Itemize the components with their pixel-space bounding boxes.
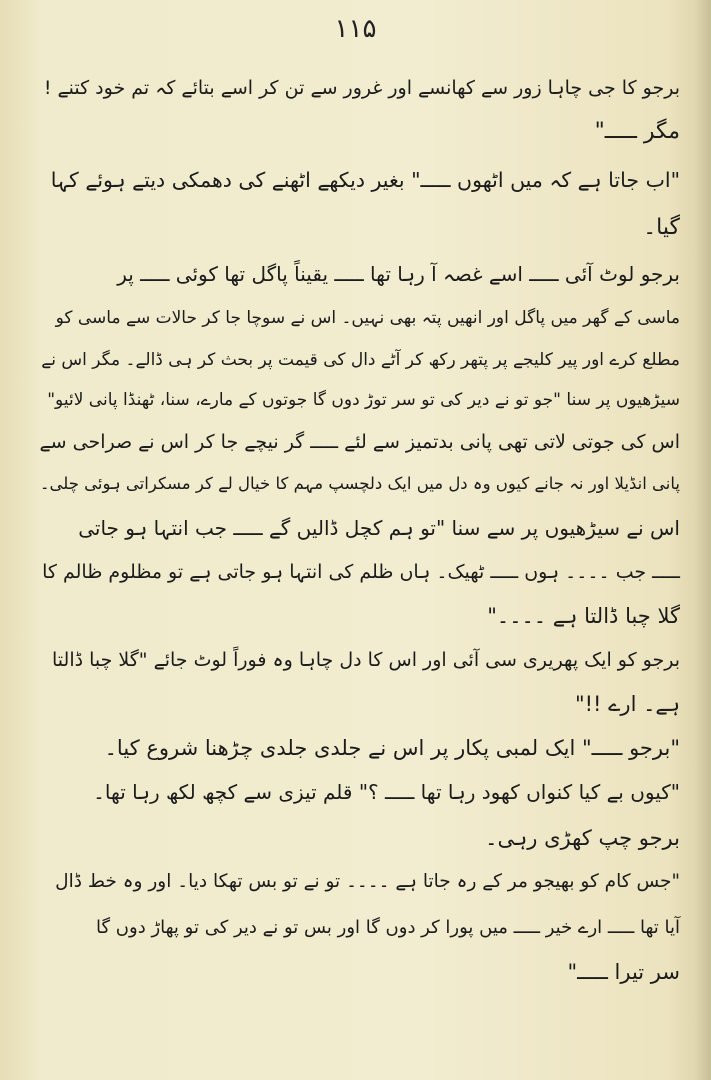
text-line: "اب جاتا ہے کہ میں اٹھوں ـــــ" بغیر دیکھے اٹھنے کی دھمکی دیتے ہوئے کہا	[50, 168, 680, 192]
text-line: مطلع کرے اور پیر کلیجے پر پتھر رکھ کر آٹے دال کی قیمت پر بحث کر ہی ڈالے۔ مگر اس نے	[41, 350, 680, 370]
text-line: "کیوں بے کیا کنواں کھود رہا تھا ـــــ ؟" قلم تیزی سے کچھ لکھ رہا تھا۔	[93, 780, 680, 804]
text-line: اس نے سیڑھیوں پر سے سنا "تو ہم کچل ڈالیں گے ـــــ جب انتہا ہو جاتی	[78, 516, 680, 540]
text-line: گلا چبا ڈالتا ہے ۔۔۔۔"	[487, 604, 680, 628]
text-line: سیڑھیوں پر سنا "جو تو نے دیر کی تو سر توڑ دوں گا جوتوں کے مارے، سنا، ٹھنڈا پانی لائیو"	[47, 390, 680, 410]
text-line: ـــــ جب ۔۔۔۔ ہوں ـــــ ٹھیک۔ ہاں ظلم کی انتہا ہو جاتی ہے تو مظلوم ظالم کا	[42, 561, 680, 583]
text-line: برجو کو ایک پھریری سی آئی اور اس کا دل چاہا وہ فوراً لوٹ جائے "گلا چبا ڈالتا	[52, 649, 680, 671]
text-line: مگر ـــــ"	[594, 119, 680, 144]
page-number: ۱۱۵	[334, 14, 377, 44]
text-line: "برجو ـــــ" ایک لمبی پکار پر اس نے جلدی جلدی چڑھنا شروع کیا۔	[104, 736, 680, 760]
text-line: اس کی جوتی لاتی تھی پانی بدتمیز سے لئے ـــــ گر نیچے جا کر اس نے صراحی سے	[39, 431, 680, 453]
text-line: پانی انڈیلا اور نہ جانے کیوں وہ دل میں ایک دلچسپ مہم کا خیال لے کر مسکراتی ہوئی چلی۔	[39, 474, 680, 493]
text-line: ماسی کے گھر میں پاگل اور انھیں پتہ بھی نہیں۔ اس نے سوچا جا کر حالات سے ماسی کو	[55, 308, 680, 328]
text-line: "جس کام کو بھیجو مر کے رہ جاتا ہے ۔۔۔۔ تو نے تو بس تھکا دیا۔ اور وہ خط ڈال	[55, 871, 680, 892]
text-line: گیا۔	[643, 215, 680, 240]
text-line: برجو لوٹ آئی ـــــ اسے غصہ آ رہا تھا ـــــ یقیناً پاگل تھا کوئی ـــــ پر	[117, 262, 680, 286]
text-line: آیا تھا ـــــ ارے خیر ـــــ میں پورا کر دوں گا اور بس تو نے دیر کی تو پھاڑ دوں گا	[96, 917, 680, 938]
text-line: ہے۔ ارے !!"	[574, 692, 680, 716]
page-edge-shadow	[695, 0, 711, 1080]
text-line: برجو کا جی چاہا زور سے کھانسے اور غرور سے تن کر اسے بتائے کہ تم خود کتنے !	[43, 77, 680, 99]
text-line: سر تیرا ـــــ"	[567, 960, 680, 984]
text-line: برجو چپ کھڑی رہی۔	[485, 826, 680, 850]
